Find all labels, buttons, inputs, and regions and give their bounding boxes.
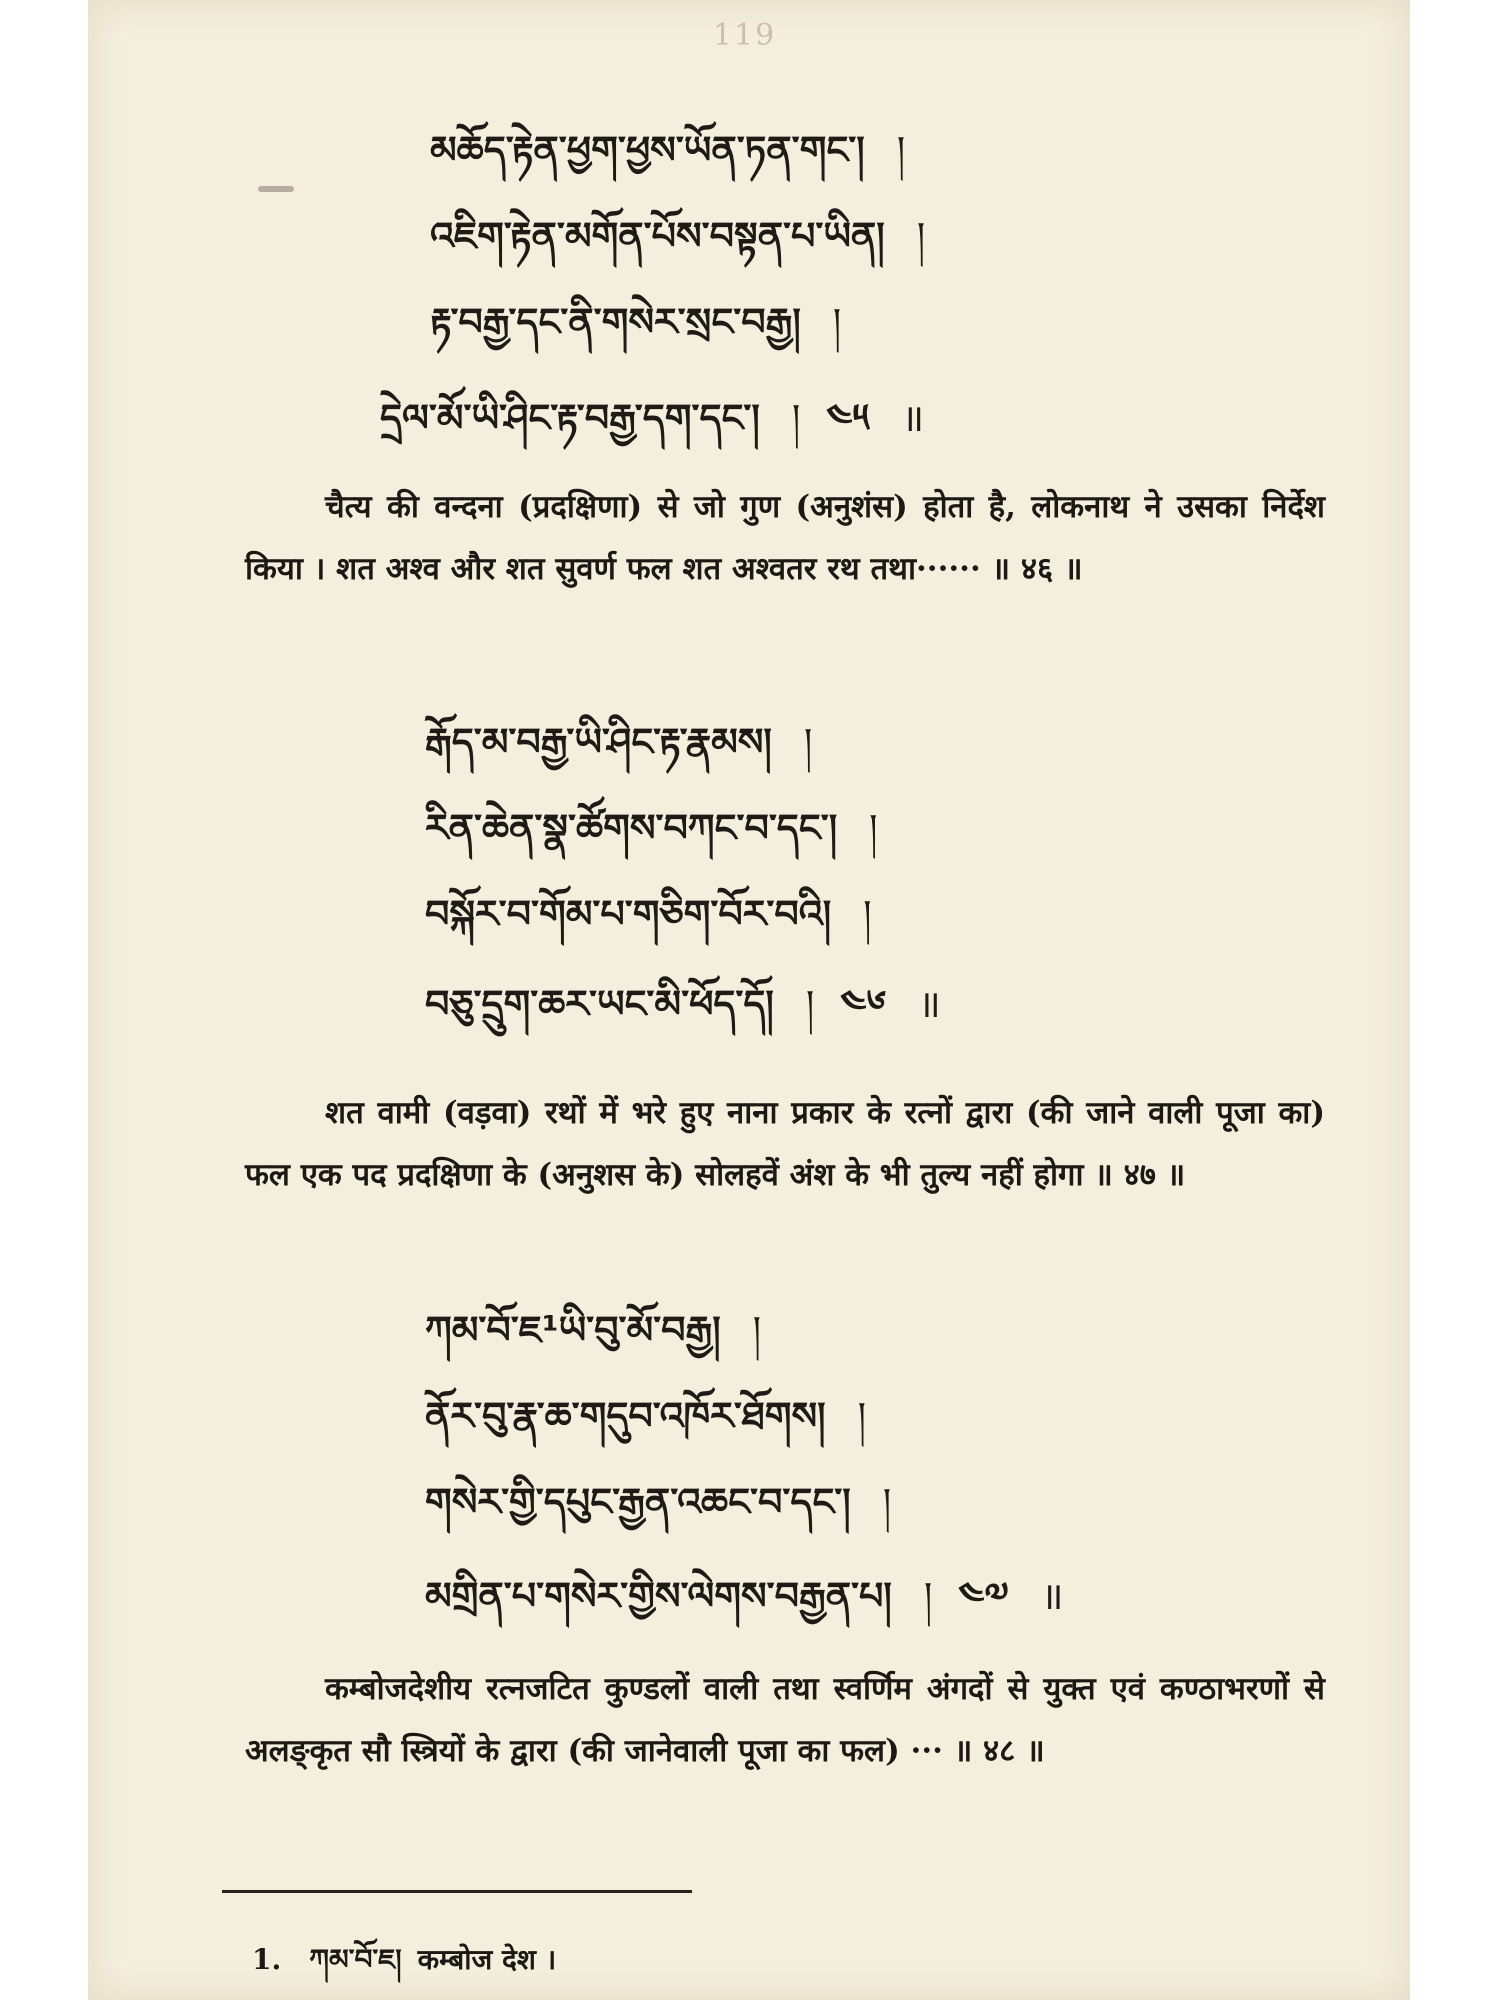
verse-number: ༤༧: [958, 1574, 1009, 1618]
verse-bar: །: [857, 1394, 867, 1438]
verse-line: [425, 890, 872, 938]
verse-bar: །: [896, 128, 906, 172]
verse-bar: །: [832, 300, 842, 344]
footnote-number: 1.: [252, 1943, 282, 1976]
verse-number: ༤༦: [840, 982, 886, 1026]
verse-bar: །: [863, 892, 872, 936]
tibetan-text: མཆོད་རྟེན་ཕྱག་ཕྱས་ཡོན་ཏན་གང་།: [430, 128, 865, 172]
page-number: 119: [713, 18, 777, 53]
verse-bar: །: [803, 720, 813, 764]
verse-line: [425, 1306, 761, 1354]
verse-line: [425, 1478, 891, 1526]
tibetan-text: མགྲིན་པ་གསེར་གྱིས་ལེགས་བརྒྱན་པ།: [425, 1574, 892, 1618]
tibetan-text: རྟ་བརྒྱ་དང་ནི་གསེར་སྲང་བརྒྱ།: [430, 300, 801, 344]
tibetan-text: གསེར་གྱི་དཔུང་རྒྱན་འཆང་བ་དང་།: [425, 1480, 851, 1524]
verse-line: [430, 298, 841, 346]
footnote: [252, 1928, 556, 2007]
tibetan-text: བསྐོར་བ་གོམ་པ་གཅིག་བོར་བའི།: [425, 892, 832, 936]
verse-double-bar: ॥: [1040, 1574, 1064, 1618]
verse-line: [430, 126, 905, 174]
verse-line: [430, 212, 925, 260]
verse-bar: །: [805, 982, 815, 1026]
tibetan-text: དྲེལ་མོ་ཡི་ཤིང་རྟ་བརྒྱ་དག་དང་།: [380, 396, 760, 440]
tibetan-text: རྒོད་མ་བརྒྱ་ཡི་ཤིང་རྟ་རྣམས།: [425, 720, 772, 764]
verse-number: ༤༥: [826, 396, 870, 440]
tibetan-text: བཅུ་དྲུག་ཆར་ཡང་མི་ཕོད་དོ།: [425, 982, 774, 1026]
verse-line: [425, 1392, 866, 1440]
tibetan-text: རིན་ཆེན་སྣ་ཚོགས་བཀང་བ་དང་།: [425, 806, 838, 850]
footnote-tibetan: ཀམ་བོ་ཇ།: [309, 1943, 402, 1976]
verse-line: [425, 1572, 1063, 1620]
hindi-paragraph: शत वामी (वड़वा) रथों में भरे हुए नाना प्रकार के रत्नों द्वारा (की जाने वाली पूजा का) फल एक पद प्रदक्षिणा के (अनुशस के) सोलहवें अंश के भी तुल्य नहीं होगा ॥ ४७ ॥: [245, 1095, 1325, 1193]
verse-double-bar: ॥: [917, 982, 941, 1026]
verse-double-bar: ॥: [901, 396, 925, 440]
hindi-paragraph: कम्बोजदेशीय रत्नजटित कुण्डलों वाली तथा स्वर्णिम अंगदों से युक्त एवं कण्ठाभरणों से अलङ्कृत सौ स्त्रियों के द्वारा (की जानेवाली पूजा का फल) ··· ॥ ४८ ॥: [245, 1671, 1325, 1769]
tibetan-text: ཀམ་བོ་ཇ¹ཡི་བུ་མོ་བརྒྱ།: [425, 1308, 721, 1352]
tibetan-text: འཇིག་རྟེན་མགོན་པོས་བསྟན་པ་ཡིན།: [430, 214, 885, 258]
margin-mark: [258, 186, 294, 192]
footnote-text: कम्बोज देश ।: [417, 1943, 557, 1976]
verse-bar: །: [869, 806, 878, 850]
verse-bar: །: [882, 1480, 892, 1524]
verse-line: [425, 980, 941, 1028]
hindi-paragraph: चैत्य की वन्दना (प्रदक्षिणा) से जो गुण (अनुशंस) होता है, लोकनाथ ने उसका निर्देश किया । शत अश्व और शत सुवर्ण फल शत अश्वतर रथ तथा······ ॥ ४६ ॥: [245, 489, 1325, 587]
footnote-divider: [222, 1890, 692, 1893]
verse-line: [425, 718, 812, 766]
tibetan-text: ནོར་བུ་རྣ་ཆ་གདུབ་འཁོར་ཐོགས།: [425, 1394, 826, 1438]
verse-bar: །: [923, 1574, 933, 1618]
verse-bar: །: [791, 396, 801, 440]
verse-bar: །: [752, 1308, 762, 1352]
verse-line: [380, 394, 924, 442]
verse-line: [425, 804, 878, 852]
verse-bar: །: [916, 214, 926, 258]
